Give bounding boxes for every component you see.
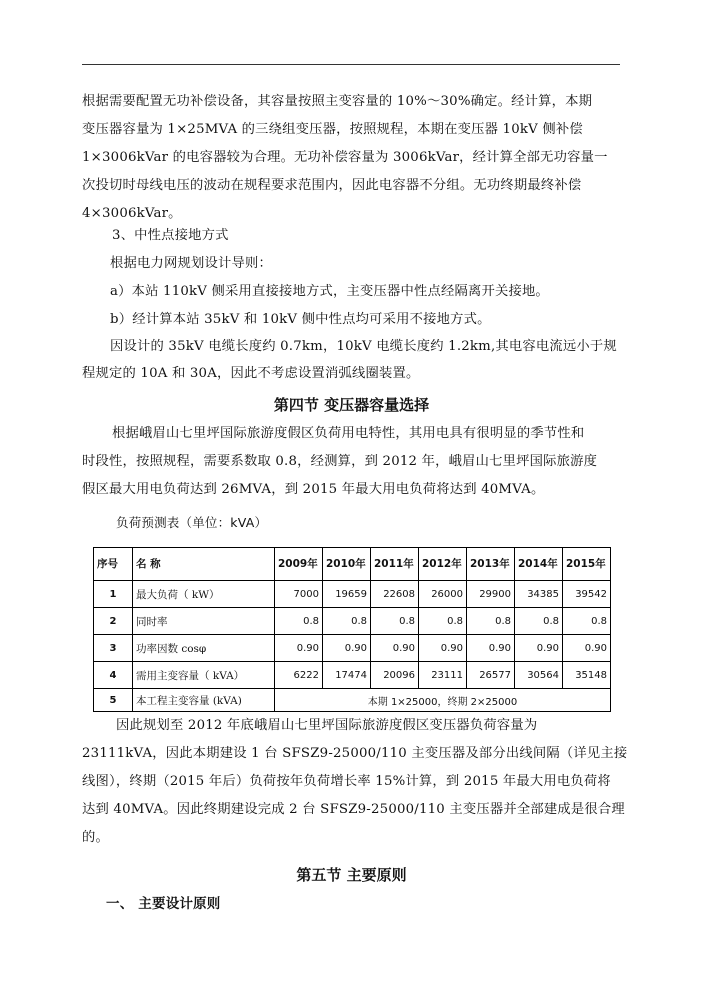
table-row [94,608,611,635]
table-row [94,635,611,662]
table-cell: 23111 [419,662,467,689]
table-cell: 26000 [419,581,467,608]
row-name: 需用主变容量（ kVA） [133,662,275,689]
paragraph-line: 因设计的 35kV 电缆长度约 0.7km，10kV 电缆长度约 1.2km,其电容电流远小于规 [110,339,617,354]
paragraph-line: 假区最大用电负荷达到 26MVA，到 2015 年最大用电负荷将达到 40MVA。 [82,482,545,497]
row-index: 4 [94,662,133,689]
table-header-cell: 2013年 [467,548,515,581]
table-row [94,662,611,689]
table-row [94,689,611,712]
row-index: 1 [94,581,133,608]
paragraph-line: 4×3006kVar。 [82,206,182,221]
paragraph-line: 变压器容量为 1×25MVA 的三绕组变压器，按照规程，本期在变压器 10kV 侧补偿 [82,122,583,137]
table-header-cell: 2014年 [515,548,563,581]
paragraph-line: b）经计算本站 35kV 和 10kV 侧中性点均可采用不接地方式。 [110,312,491,327]
paragraph-line: 的。 [82,830,109,845]
table-cell: 6222 [275,662,323,689]
paragraph-line: 线图），终期（2015 年后）负荷按年负荷增长率 15%计算，到 2015 年最大用电负荷将 [82,774,611,789]
table-cell: 0.8 [371,608,419,635]
row-name: 功率因数 cosφ [133,635,275,662]
paragraph-line: 因此规划至 2012 年底峨眉山七里坪国际旅游度假区变压器负荷容量为 [116,718,538,733]
table-cell: 0.90 [563,635,611,662]
section-title: 第五节 主要原则 [296,866,407,884]
row-index: 2 [94,608,133,635]
table-cell: 0.90 [275,635,323,662]
paragraph-line: 时段性，按照规程，需要系数取 0.8，经测算，到 2012 年，峨眉山七里坪国际旅游度 [82,454,598,469]
load-forecast-table [93,547,611,712]
table-caption: 负荷预测表（单位：kVA） [116,515,268,530]
table-header-cell: 2009年 [275,548,323,581]
paragraph-line: 根据峨眉山七里坪国际旅游度假区负荷用电特性，其用电具有很明显的季节性和 [112,426,585,441]
table-header-cell: 序号 [94,548,133,581]
row-index: 5 [94,689,133,712]
paragraph-line: 程规定的 10A 和 30A，因此不考虑设置消弧线圈装置。 [82,366,420,381]
paragraph-line: 次投切时母线电压的波动在规程要求范围内，因此电容器不分组。无功终期最终补偿 [82,178,582,193]
paragraph-line: 23111kVA，因此本期建设 1 台 SFSZ9-25000/110 主变压器及部分出线间隔（详见主接 [82,746,628,761]
subsection-heading: 一、 主要设计原则 [106,896,221,912]
table-cell: 0.8 [467,608,515,635]
table-header-cell: 2010年 [323,548,371,581]
row-name: 同时率 [133,608,275,635]
table-header-cell: 名 称 [133,548,275,581]
table-cell: 0.8 [515,608,563,635]
paragraph-line: 根据需要配置无功补偿设备，其容量按照主变容量的 10%～30%确定。经计算，本期 [82,94,593,109]
table-header-cell: 2011年 [371,548,419,581]
section-title: 第四节 变压器容量选择 [273,396,430,414]
paragraph-line: 根据电力网规划设计导则： [110,256,272,271]
table-row [94,581,611,608]
table-header-row [94,548,611,581]
table-cell: 0.90 [419,635,467,662]
table-header-cell: 2015年 [563,548,611,581]
table-cell: 0.8 [419,608,467,635]
table-header-cell: 2012年 [419,548,467,581]
table-cell: 0.90 [467,635,515,662]
row-index: 3 [94,635,133,662]
table-cell: 0.90 [371,635,419,662]
table-cell: 20096 [371,662,419,689]
table-cell: 30564 [515,662,563,689]
table-cell: 0.90 [323,635,371,662]
table-cell: 26577 [467,662,515,689]
merged-cell: 本期 1×25000，终期 2×25000 [275,689,611,712]
table-cell: 29900 [467,581,515,608]
header-rule [82,64,620,65]
table-cell: 39542 [563,581,611,608]
paragraph-line: a）本站 110kV 侧采用直接接地方式，主变压器中性点经隔离开关接地。 [110,284,549,299]
table-cell: 22608 [371,581,419,608]
row-name: 最大负荷（ kW） [133,581,275,608]
table-cell: 34385 [515,581,563,608]
table-cell: 0.8 [275,608,323,635]
table-cell: 0.90 [515,635,563,662]
table-cell: 35148 [563,662,611,689]
paragraph-line: 达到 40MVA。因此终期建设完成 2 台 SFSZ9-25000/110 主变压器并全部建成是很合理 [82,802,625,817]
table-cell: 7000 [275,581,323,608]
paragraph-line: 1×3006kVar 的电容器较为合理。无功补偿容量为 3006kVar，经计算全部无功容量一 [82,150,608,165]
subsection-heading: 3、中性点接地方式 [112,228,229,243]
row-name: 本工程主变容量 (kVA) [133,689,275,712]
table-cell: 17474 [323,662,371,689]
table-cell: 0.8 [323,608,371,635]
table-cell: 0.8 [563,608,611,635]
table-cell: 19659 [323,581,371,608]
